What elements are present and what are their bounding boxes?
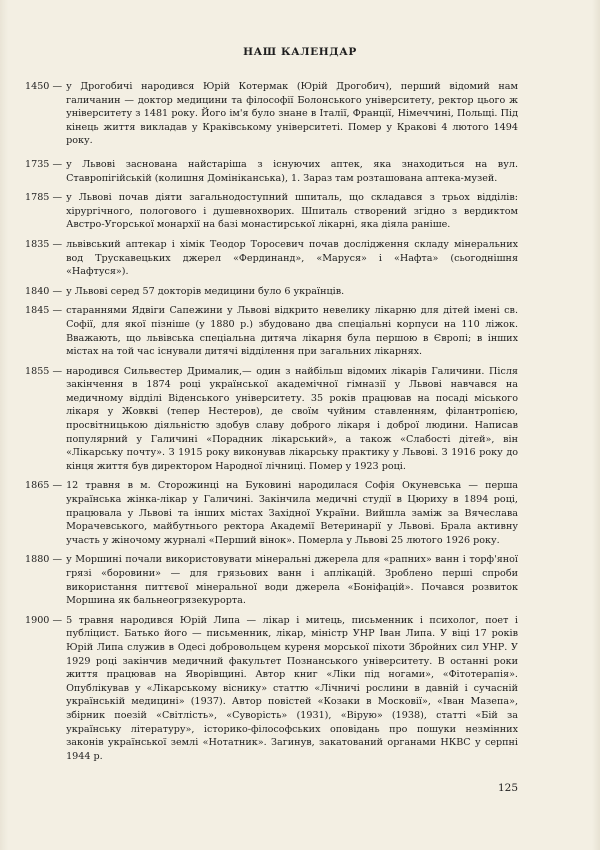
calendar-entry-1450 [25,80,518,148]
page-title: НАШ КАЛЕНДАР [243,46,357,58]
entry-text: у Львові почав діяти загальнодоступний шпиталь, що складався з трьох відділів: хірургічного, пологового і душевнохворих. Шпиталь створений згідно з вердиктом Австро-Угорської монархії на базі монастирської лікарні, яка діяла раніше. [66,192,518,231]
entry-text: у Львові серед 57 докторів медицини було 6 українців. [66,285,345,297]
entry-year: 1840 — [25,285,63,297]
page-number: 125 [497,782,518,794]
calendar-entry-1785 [25,191,518,232]
entry-text: народився Сильвестер Дрималик,— один з найбільш відомих лікарів Галичини. Після закінчення в 1874 році української академічної гімназії у Львові навчався на медичному відділі Віденського університету. 35 років працював на посаді міського лікаря у Жовкві (тепер Нестеров), де своїм чуйним ставленням, філантропією, просвітницькою діяльністю здобув славу доброго лікаря і доброї людини. Написав популярний у Галичині «Порадник лікарський», а також «Слабості дітей», він «Лікарську почту». З 1915 року виконував лікарську практику у Львові. З 1916 року до кінця життя був директором Народної лічниці. Помер у 1923 році. [66,365,518,472]
entry-year: 1785 — [25,192,63,204]
entry-text: 5 травня народився Юрій Липа — лікар і митець, письменник і психолог, поет і публіцист. Батько його — письменник, лікар, міністр УНР Іван Липа. У віці 17 років Юрій Липа служив в Одесі добровольцем куреня морської піхоти Збройних сил УНР. У 1929 році закінчив медичний факультет Познанського університету. В останні роки життя працював на Яворівщині. Автор книг «Ліки під ногами», «Фітотерапія». Опублікував у «Лікарському віснику» статтю «Лічничі рослини в давній і сучасній українській медицині» (1937). Автор повістей «Козаки в Московії», «Іван Мазепа», збірник поезій «Світлість», «Суворість» (1931), «Вірую» (1938), статті «Бій за українську літературу», історико-філософських оповідань про пошуки незмінних законів української землі «Нотатник». Загинув, закатований органами НКВС у серпні 1944 р. [66,614,518,762]
calendar-entry-1840 [25,285,518,299]
entry-text: 12 травня в м. Сторожинці на Буковині народилася Софія Окуневська — перша українська жінка-лікар у Галичині. Закінчила медичні студії в Цюриху в 1894 році, працювала у Львові та інших містах Західної України. Вийшла заміж за Вячеслава Морачевського, майбутнього ректора Академії Ветеринарії у Львові. Брала активну участь у жіночому журналі «Перший вінок». Померла у Львові 25 лютого 1926 року. [66,480,518,546]
entry-text: стараннями Ядвіги Сапежини у Львові відкрито невелику лікарню для дітей імені св. Софії, для якої пізніше (у 1880 р.) збудовано два спеціальні корпуси на 110 ліжок. Вважають, що львівська спеціальна дитяча лікарня була першою в Європі; в інших містах на той час існували дитячі відділення при загальних лікарнях. [66,305,518,358]
entry-year: 1835 — [25,238,63,250]
entry-text: у Львові заснована найстаріша з існуючих аптек, яка знаходиться на вул. Ставропігійській (колишня Домініканська), 1. Зараз там розташована аптека-музей. [66,158,518,184]
entry-text: у Дрогобичі народився Юрій Котермак (Юрій Дрогобич), перший відомий нам галичанин — доктор медицини та філософії Болонського університету, ректор цього ж університету з 1481 року. Його ім'я було знане в Італії, Франції, Німеччині, Польщі. Під кінець життя викладав у Краківському університеті. Помер у Кракові 4 лютого 1494 року. [66,81,518,147]
calendar-entry-1845 [25,304,518,358]
entry-year: 1900 — [25,614,63,626]
entry-year: 1855 — [25,365,63,377]
entry-text: львівський аптекар і хімік Теодор Торосевич почав дослідження складу мінеральних вод Трускавецьких джерел «Фердинанд», «Маруся» і «Нафта» (сьогоднішня «Нафтуся»). [66,238,518,278]
entry-text: у Моршині почали використовувати мінеральні джерела для «рапних» ванн і торф'яної грязі «боровини» — для грязьових ванн і аплікацій. Зроблено перші спроби використання питтєвої мінеральної води джерела «Боніфацій». Почався розвиток Моршина як бальнеогрязекурорта. [66,554,518,607]
entry-year: 1735 — [25,158,63,170]
calendar-entry-1855 [25,365,518,474]
calendar-entry-1865 [25,479,518,547]
entry-year: 1880 — [25,554,63,566]
calendar-entry-1900 [25,614,518,764]
calendar-entry-1880 [25,553,518,607]
calendar-entry-1835 [25,238,518,279]
calendar-entry-1735 [25,158,518,185]
entry-year: 1450 — [25,81,63,92]
entry-year: 1865 — [25,480,63,492]
calendar-entries [25,80,518,763]
entry-year: 1845 — [25,305,63,317]
